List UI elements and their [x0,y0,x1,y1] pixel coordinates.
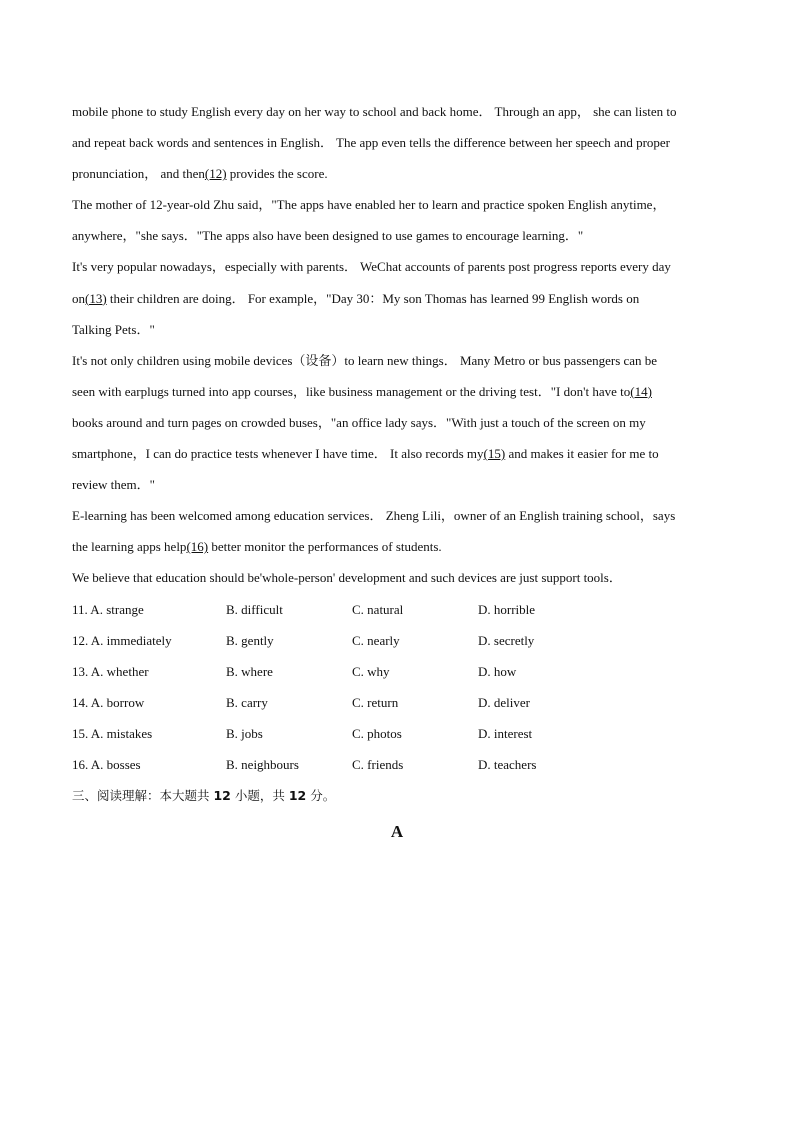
heading-text: 小题，共 [230,788,289,804]
option-d: D. horrible [478,601,536,617]
passage-line: Talking Pets．" [72,321,155,337]
passage-line: We believe that education should be'whole-person' development and such devices are just support tools． [72,570,622,586]
option-a: 11. A. strange [72,601,144,617]
option-b: B. difficult [226,601,283,617]
option-c: C. friends [352,756,404,772]
option-d: D. how [478,663,517,679]
passage-line [72,535,722,566]
option-b: B. where [226,663,273,679]
part-label: A [390,822,404,841]
text-segment: their children are doing． For example，"Day 30：My son Thomas has learned 99 English words on [106,290,640,306]
passage-line: review them．" [72,477,155,493]
text-segment: smartphone，I can do practice tests whenever I have time． It also records my [72,446,484,462]
score-total: 12 [288,788,307,804]
passage-line: E-learning has been welcomed among education services． Zheng Lili，owner of an English training school，says [72,508,676,524]
passage-line: It's very popular nowadays，especially with parents． WeChat accounts of parents post progress reports every day [72,259,671,275]
text-segment: provides the score. [226,166,328,182]
option-d: D. secretly [478,632,535,648]
blank-12: (12) [204,166,227,182]
option-b: B. gently [226,632,274,648]
heading-text: 三、阅读理解：本大题共 [72,788,214,804]
blank-14: (14) [630,383,652,399]
question-options-14 [72,691,722,722]
question-options-11 [72,598,722,629]
passage-line: It's not only children using mobile devices（设备）to learn new things． Many Metro or bus passengers can be [72,352,658,368]
passage-line [72,380,722,411]
question-options-12 [72,629,722,660]
option-a: 16. A. bosses [72,756,141,772]
passage-line: mobile phone to study English every day on her way to school and back home． Through an app， she can listen to [72,104,677,119]
blank-16: (16) [186,539,209,555]
question-options-16 [72,753,722,784]
option-c: C. return [352,694,399,710]
option-a: 12. A. immediately [72,632,172,648]
text-segment: seen with earplugs turned into app courses，like business management or the driving test．"I don't have to [72,383,631,399]
document-page [72,100,722,841]
option-b: B. neighbours [226,756,299,772]
question-options-13 [72,660,722,691]
passage-line [72,287,722,318]
text-segment: on [72,290,85,306]
heading-text: 分。 [306,788,336,804]
question-options-15 [72,722,722,753]
option-c: C. why [352,663,390,679]
option-d: D. interest [478,725,533,741]
option-b: B. carry [226,694,268,710]
option-b: B. jobs [226,725,263,741]
text-segment: and makes it easier for me to [505,446,659,462]
passage-line: anywhere，"she says．"The apps also have been designed to use games to encourage learning．" [72,228,584,244]
text-segment: better monitor the performances of students. [208,539,442,555]
passage-line: The mother of 12-year-old Zhu said，"The apps have enabled her to learn and practice spoken English anytime， [72,197,666,213]
passage-line: books around and turn pages on crowded buses，"an office lady says．"With just a touch of the screen on my [72,414,646,430]
passage-line: and repeat back words and sentences in English． The app even tells the difference between her speech and proper [72,135,671,151]
passage-line [72,442,722,473]
option-c: C. natural [352,601,404,617]
section-heading [72,784,722,815]
option-d: D. deliver [478,694,530,710]
blank-15: (15) [483,446,506,462]
text-segment: the learning apps help [72,539,187,555]
question-count: 12 [213,788,231,804]
blank-13: (13) [85,290,107,306]
option-a: 15. A. mistakes [72,725,153,741]
passage-line [72,162,722,193]
option-a: 13. A. whether [72,663,149,679]
option-c: C. nearly [352,632,400,648]
option-a: 14. A. borrow [72,694,145,710]
option-d: D. teachers [478,756,537,772]
option-c: C. photos [352,725,402,741]
text-segment: pronunciation， and then [72,166,205,182]
